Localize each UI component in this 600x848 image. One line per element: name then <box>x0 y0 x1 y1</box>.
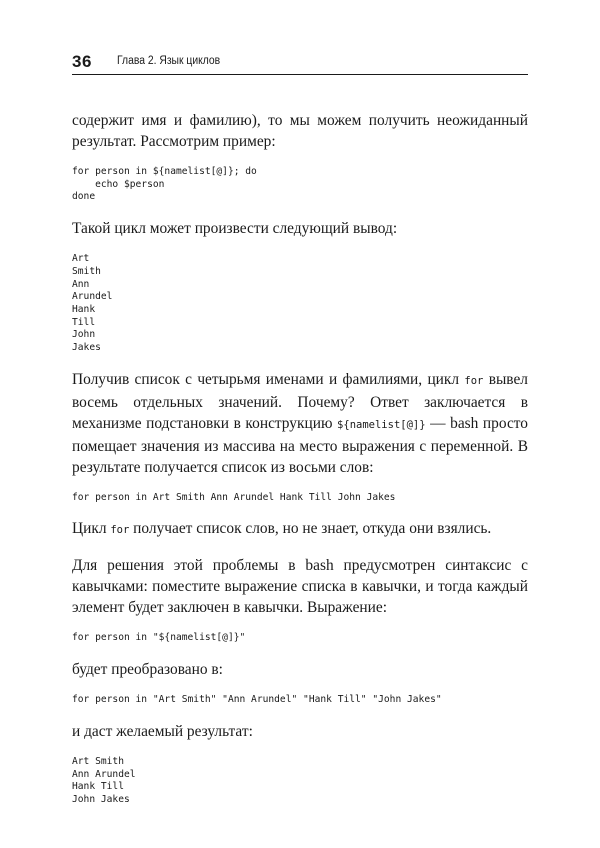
inline-code: ${namelist[@]} <box>337 418 426 431</box>
code-block: for person in Art Smith Ann Arundel Hank Till John Jakes <box>72 491 396 503</box>
text-run: Цикл <box>72 520 111 538</box>
text-run: Получив список с четырьмя именами и фамилиями, цикл <box>72 370 465 388</box>
inline-code: for <box>110 524 130 537</box>
page-body <box>72 110 528 807</box>
inline-code: for <box>464 374 484 387</box>
paragraph: содержит имя и фамилию), то мы можем получить неожиданный результат. Рассмотрим пример: <box>72 112 528 150</box>
code-block: for person in "${namelist[@]}" <box>72 632 246 644</box>
paragraph: и даст желаемый результат: <box>72 722 253 740</box>
page-number: 36 <box>72 52 92 71</box>
paragraph: будет преобразовано в: <box>72 661 223 679</box>
code-block: Art Smith Ann Arundel Hank Till John Jakes <box>72 755 136 805</box>
code-block: Art Smith Ann Arundel Hank Till John Jakes <box>72 253 113 354</box>
text-run: получает список слов, но не знает, откуда они взялись. <box>129 520 492 538</box>
page-header <box>72 50 528 75</box>
paragraph <box>72 518 528 541</box>
chapter-title: Глава 2. Язык циклов <box>117 55 221 67</box>
paragraph: Такой цикл может произвести следующий вывод: <box>72 220 398 238</box>
text-run: вывел восемь отдельных значений. Почему? Ответ заключается в механизме подстановки в конструкцию <box>72 370 528 432</box>
text-run: — bash просто помещает значения из массива на место выражения с переменной. В результате получается список из восьми слов: <box>72 414 528 476</box>
paragraph <box>72 369 528 478</box>
paragraph: Для решения этой проблемы в bash предусмотрен синтаксис с кавычками: поместите выражение списка в кавычки, и тогда каждый элемент будет заключен в кавычки. Выражение: <box>72 557 528 617</box>
code-block: for person in "Art Smith" "Ann Arundel" "Hank Till" "John Jakes" <box>72 694 442 706</box>
code-block: for person in ${namelist[@]}; do echo $person done <box>72 166 257 203</box>
